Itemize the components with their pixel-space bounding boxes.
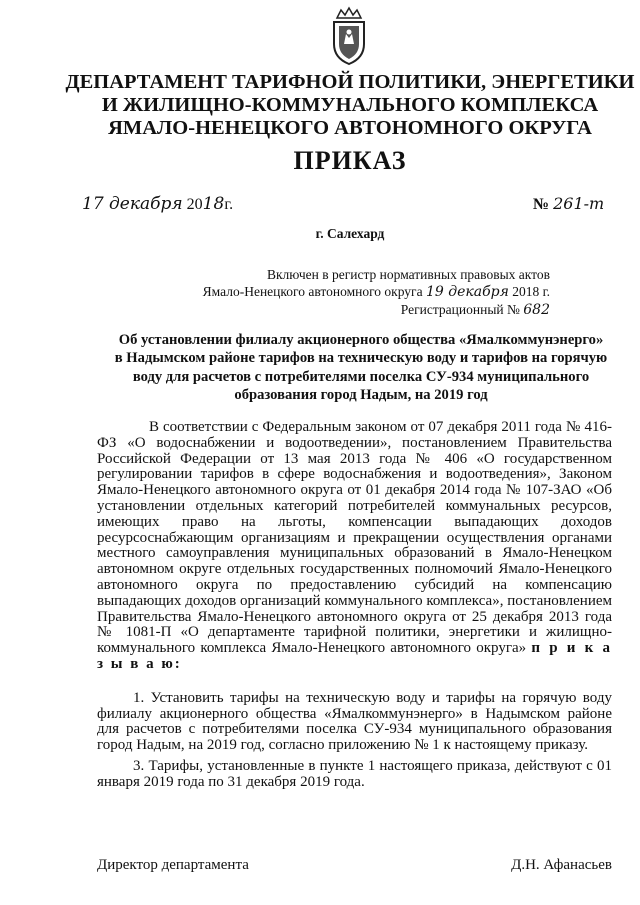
- signatory-position: Директор департамента: [97, 857, 249, 873]
- year-prefix: 20: [186, 196, 203, 213]
- year-suffix: г.: [224, 196, 234, 213]
- department-name: [60, 71, 640, 140]
- order-word: п р и к а з ы в а ю:: [97, 640, 613, 672]
- item-paragraph: 1. Установить тарифы на техническую воду и тарифы на горячую воду филиалу акционерного общества «Ямалкоммунэнерго» в Надымском районе для расчетов с потребителями поселка СУ-934 муниципального образования город Надым, на 2019 год, согласно приложению № 1 к настоящему приказу.: [97, 689, 612, 754]
- subject-line: воду для расчетов с потребителями поселка СУ-934 муниципального: [132, 368, 590, 385]
- department-line: ДЕПАРТАМЕНТ ТАРИФНОЙ ПОЛИТИКИ, ЭНЕРГЕТИКИ: [65, 71, 635, 93]
- registration-stamp: [150, 266, 550, 319]
- handwritten-year: 18: [202, 194, 225, 214]
- handwritten-number: 261-т: [553, 194, 605, 213]
- department-line: И ЖИЛИЩНО-КОММУНАЛЬНОГО КОМПЛЕКСА: [101, 94, 599, 116]
- order-number: [533, 194, 604, 214]
- handwritten-date: 17 декабря: [82, 194, 183, 214]
- preamble-text: В соответствии с Федеральным законом от 07 декабря 2011 года № 416-ФЗ «О водоснабжении и водоотведении», постановлением Правительства Российской Федерации от 13 мая 2013 года № 406 «О государственном регулировании тарифов в сфере водоснабжения и водоотведения», Законом Ямало-Ненецкого автономного округа от 01 декабря 2014 года № 107-ЗАО «Об установлении отдельных категорий потребителей коммунальных ресурсов, имеющих право на льготы, компенсации выпадающих доходов ресурсоснабжающим организациям и прекращении осуществления органами местного самоуправления муниципальных образований в Ямало-Ненецком автономном округе отдельных государственных полномочий Ямало-Ненецкого автономного округа по предоставлению субсидий на компенсацию выпадающих доходов организаций коммунального комплекса», постановлением Правительства Ямало-Ненецкого автономного округа от 25 декабря 2013 года № 1081-П «О департаменте тарифной политики, энергетики и жилищно-коммунального комплекса Ямало-Ненецкого автономного округа»: [97, 419, 612, 657]
- department-line: ЯМАЛО-НЕНЕЦКОГО АВТОНОМНОГО ОКРУГА: [108, 117, 592, 139]
- subject-line: Об установлении филиалу акционерного общества «Ямалкоммунэнерго»: [118, 332, 604, 348]
- registration-year: 2018 г.: [512, 284, 550, 299]
- number-label: №: [533, 196, 550, 213]
- document-type: ПРИКАЗ: [293, 146, 407, 175]
- subject-line: в Надымском районе тарифов на техническую воду и тарифов на горячую: [114, 350, 608, 367]
- preamble-paragraph: [97, 420, 612, 673]
- registration-number-label: Регистрационный №: [400, 302, 520, 317]
- order-date: [82, 194, 233, 214]
- registration-line: [150, 283, 550, 301]
- signatory-name: Д.Н. Афанасьев: [511, 857, 612, 873]
- order-body: [97, 420, 612, 791]
- item-paragraph: 3. Тарифы, установленные в пункте 1 настоящего приказа, действуют с 01 января 2019 года по 31 декабря 2019 года.: [97, 757, 612, 790]
- registration-line: [150, 301, 550, 319]
- city: г. Салехард: [315, 226, 385, 241]
- handwritten-registration-number: 682: [523, 302, 550, 318]
- registration-region: Ямало-Ненецкого автономного округа: [202, 284, 423, 299]
- subject-line: образования город Надым, на 2019 год: [234, 386, 488, 403]
- coat-of-arms-icon: [327, 4, 371, 66]
- registration-line: Включен в регистр нормативных правовых актов: [266, 267, 550, 282]
- order-subject: [96, 331, 626, 404]
- handwritten-registration-date: 19 декабря: [425, 284, 509, 300]
